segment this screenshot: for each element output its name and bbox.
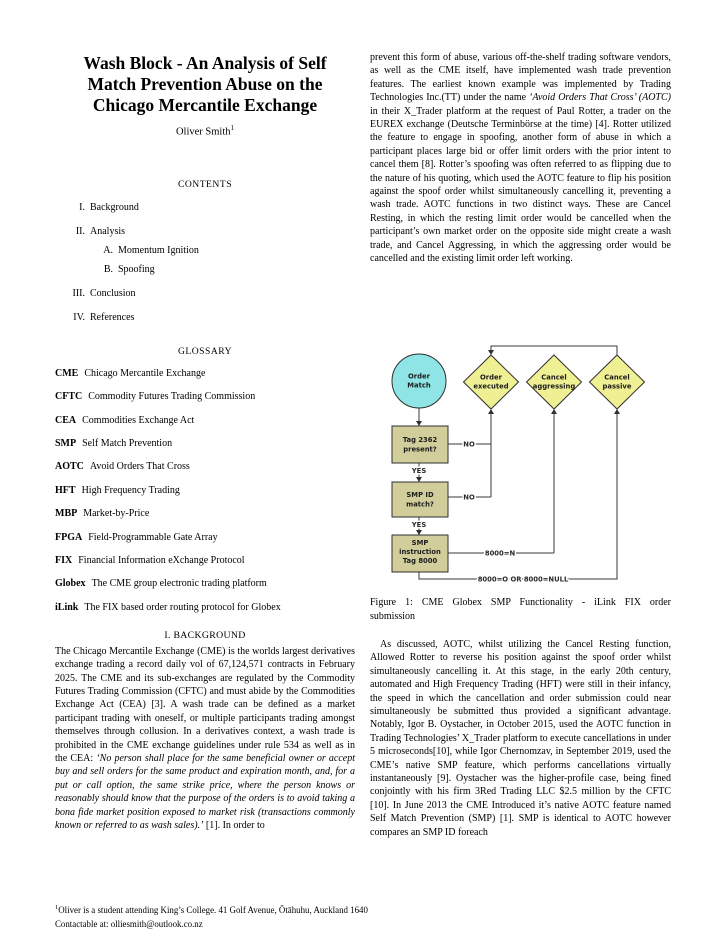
toc-label: Spoofing [118, 263, 155, 275]
glossary-def: Financial Information eXchange Protocol [78, 555, 245, 567]
smpinstruction-label-3: Tag 8000 [402, 557, 438, 565]
toc-num: IV. [73, 311, 85, 323]
edge-8000null [419, 413, 617, 579]
glossary-def: Field-Programmable Gate Array [88, 531, 218, 543]
paper-title-line-2: Match Prevention Abuse on the [87, 74, 323, 94]
flowchart-node-tag2362 [392, 426, 448, 463]
toc-item-conclusion [55, 287, 355, 300]
order-executed-label-2: executed [473, 382, 509, 391]
toc-label: Conclusion [90, 287, 136, 299]
glossary-def: The CME group electronic trading platform [91, 578, 267, 590]
glossary-entry [55, 601, 355, 614]
toc-label: Analysis [90, 225, 125, 237]
smpid-label-2: match? [406, 500, 434, 509]
background-paragraph: The Chicago Mercantile Exchange (CME) is the worlds largest derivatives exchange trading a record daily vol of 67,124,571 contracts in February 2025. The CME and its sub-exchanges are regulated by the Commodity Futures Trading Commission (CFTC) and must abide by the Commodities Exchange Act (CEA) [3]. A wash trade can be defined as a market participant trading with oneself, or multiple participants trading amongst themselves through collusion. In a derivatives context, a wash trade is prohibited in the CME exchange guidelines under rule 534 as well as in the CEA: ‘No person shall place for the same beneficial owner or accept buy and sell orders for the same product and expiration month, and, for a put or call option, the same strike price, where the person knows or reasonably should know that the purpose of the orders is to avoid taking a bona fide market position exposed to market risk (transactions commonly known or referred to as wash sales).’ [1]. In order to [55, 645, 356, 832]
glossary-term: Globex [55, 578, 86, 590]
arrowhead-down-smpid [416, 477, 422, 482]
arrowhead-up-cancel-aggressing [551, 409, 557, 414]
glossary-term: CME [55, 367, 79, 379]
edge-label-no-2: NO [463, 493, 475, 502]
glossary-entry [55, 531, 355, 544]
glossary-def: Market-by-Price [83, 508, 150, 520]
arrowhead-up-order-executed [488, 409, 494, 414]
glossary-term: CEA [55, 414, 77, 426]
toc-subitem-spoofing [55, 263, 355, 276]
contents-heading: CONTENTS [177, 178, 233, 190]
arrowhead-down-smpinstruction [416, 530, 422, 535]
glossary-entry [55, 577, 355, 590]
caption-line-2: submission [370, 610, 416, 622]
edge-label-no-1: NO [463, 440, 475, 449]
smpid-label-1: SMP ID [406, 491, 434, 499]
figure-1-flowchart [383, 344, 683, 590]
glossary-entry [55, 460, 355, 473]
glossary-def: Self Match Prevention [82, 438, 173, 450]
toc-item-background [55, 201, 355, 214]
arrowhead-down-tag2362 [416, 421, 422, 426]
toc-num: I. [79, 201, 85, 213]
glossary-term: MBP [55, 508, 78, 520]
glossary-def: The FIX based order routing protocol for Globex [84, 601, 281, 613]
figure-1-caption [370, 596, 671, 623]
toc-subitem-momentum-ignition [55, 244, 355, 257]
author [55, 124, 355, 138]
paper-title-line-1: Wash Block - An Analysis of Self [83, 53, 327, 73]
smp-flowchart-svg [383, 344, 683, 590]
glossary-entry [55, 484, 355, 497]
cancel-aggressing-label-2: aggressing [532, 382, 576, 391]
toc-num: A. [103, 244, 113, 256]
glossary-entry [55, 437, 355, 450]
edge-label-yes-2: YES [411, 521, 427, 529]
order-executed-label-1: Order [480, 373, 502, 382]
glossary-entry [55, 414, 355, 427]
toc-num: B. [103, 263, 113, 275]
left-column [55, 53, 355, 832]
cancel-passive-label-1: Cancel [604, 373, 630, 382]
arrowhead-down-order-executed-top [488, 350, 494, 355]
glossary-term: SMP [55, 438, 77, 450]
glossary-entry [55, 367, 355, 380]
order-match-label-2: Match [407, 381, 431, 390]
toc-item-references [55, 311, 355, 324]
glossary-def: Commodities Exchange Act [82, 414, 195, 426]
glossary-entry [55, 507, 355, 520]
toc-label: Background [90, 201, 139, 213]
glossary-def: Commodity Futures Trading Commission [88, 391, 256, 403]
author-footnote-mark: 1 [230, 124, 235, 132]
author-name: Oliver Smith [175, 126, 231, 138]
cancel-aggressing-label-1: Cancel [541, 373, 567, 382]
caption-line-1: Figure 1: CME Globex SMP Functionality - iLink FIX order [370, 597, 671, 608]
order-match-label-1: Order [408, 372, 430, 381]
toc-num: II. [75, 225, 85, 237]
glossary-def: Chicago Mercantile Exchange [84, 367, 206, 379]
toc-label: Momentum Ignition [118, 244, 199, 256]
glossary-term: FIX [55, 555, 73, 567]
toc-num: III. [72, 287, 85, 299]
tag2362-label-2: present? [403, 445, 437, 454]
smpinstruction-label-2: instruction [399, 548, 441, 556]
footnote-mark: 1 [55, 904, 59, 911]
glossary-term: HFT [55, 484, 76, 496]
footnote-line-1 [55, 901, 673, 917]
edge-label-yes-1: YES [411, 467, 427, 475]
glossary-entry [55, 554, 355, 567]
edge-label-8000null: 8000=O OR 8000=NULL [477, 575, 569, 584]
tag2362-label-1: Tag 2362 [402, 436, 438, 444]
footnote [55, 901, 673, 932]
glossary-term: CFTC [55, 391, 83, 403]
glossary-term: iLink [55, 601, 79, 613]
toc-item-analysis [55, 225, 355, 238]
glossary-term: FPGA [55, 531, 83, 543]
glossary-list [55, 367, 355, 614]
arrowhead-up-cancel-passive [614, 409, 620, 414]
glossary-def: Avoid Orders That Cross [89, 461, 190, 473]
footnote-line-2: Contactable at: olliesmith@outlook.co.nz [55, 919, 203, 930]
glossary-heading: GLOSSARY [177, 345, 233, 357]
cancel-passive-label-2: passive [602, 382, 632, 391]
section-heading-background: I. BACKGROUND [164, 629, 246, 641]
smpinstruction-label-1: SMP [411, 539, 429, 547]
edge-cancel-passive-to-order-executed [491, 346, 617, 355]
right-paragraph-2: As discussed, AOTC, whilst utilizing the Cancel Resting function, Allowed Rotter to reverse his position against the spoof order whilst simultaneously cancelling it. At this stage, in the early 20th century, automated and High Frequency Trading (HFT) were still in their infancy, the speed in which the cancellation and order submission could near simultaneously be submitted thus provided a significant advantage. Notably, Igor B. Oystacher, in October 2015, used the AOTC function in Trading Technologies’ X_Trader platform to execute cancellations in under 5 microseconds[10], while Igor Chernomzav, in September 2019, used the CME’s native SMP feature, which performs cancellations virtually instantaneously [9]. Oystacher was the higher-profile case, being fined conjointly with his firm 3Red Trading LLC $2.5 million by the CFTC [10]. In June 2013 the CME Introduced it’s native AOTC feature named Self Match Prevention (SMP) [1]. SMP is identical to AOTC however compares an SMP ID foreach [370, 639, 671, 838]
glossary-term: AOTC [55, 461, 84, 473]
toc-label: References [90, 311, 135, 323]
footnote-text: Oliver is a student attending King’s College. 41 Golf Avenue, Ōtāhuhu, Auckland 1640 [58, 904, 368, 915]
edge-label-8000n: 8000=N [484, 549, 516, 558]
table-of-contents [55, 201, 355, 324]
glossary-entry [55, 390, 355, 403]
paper-title-line-3: Chicago Mercantile Exchange [92, 95, 318, 115]
glossary-def: High Frequency Trading [81, 484, 180, 496]
right-paragraph-1: prevent this form of abuse, various off-the-shelf trading software vendors, as well as the CME itself, have implemented wash trade prevention features. The earliest known example was implemented by Trading Technologies Inc.(TT) under the name ‘Avoid Orders That Cross’ (AOTC) in their X_Trader platform at the request of Paul Rotter, a trader on the EUREX exchange (Deutsche Terminbörse at the time) [4]. Rotter utilized the feature to engage in spoofing, another form of abuse in which a participant places large bid or offer limit orders with the prior intent to cancel them [8]. Rotter’s spoofing was often referred to as flipping due to the nature of his quoting, which used the AOTC feature to flip his position against the spoof order whilst simultaneously cancelling it, preventing a wash trade. AOTC functions in two distinct ways. These are Cancel Resting, in which the resting limit order would be cancelled when the participant’s own market order on the opposite side might create a wash trade, and Cancel Aggressing, in which the aggressing order would be cancelled and the existing limit order left working. [370, 52, 671, 265]
flowchart-node-smpid [392, 482, 448, 517]
